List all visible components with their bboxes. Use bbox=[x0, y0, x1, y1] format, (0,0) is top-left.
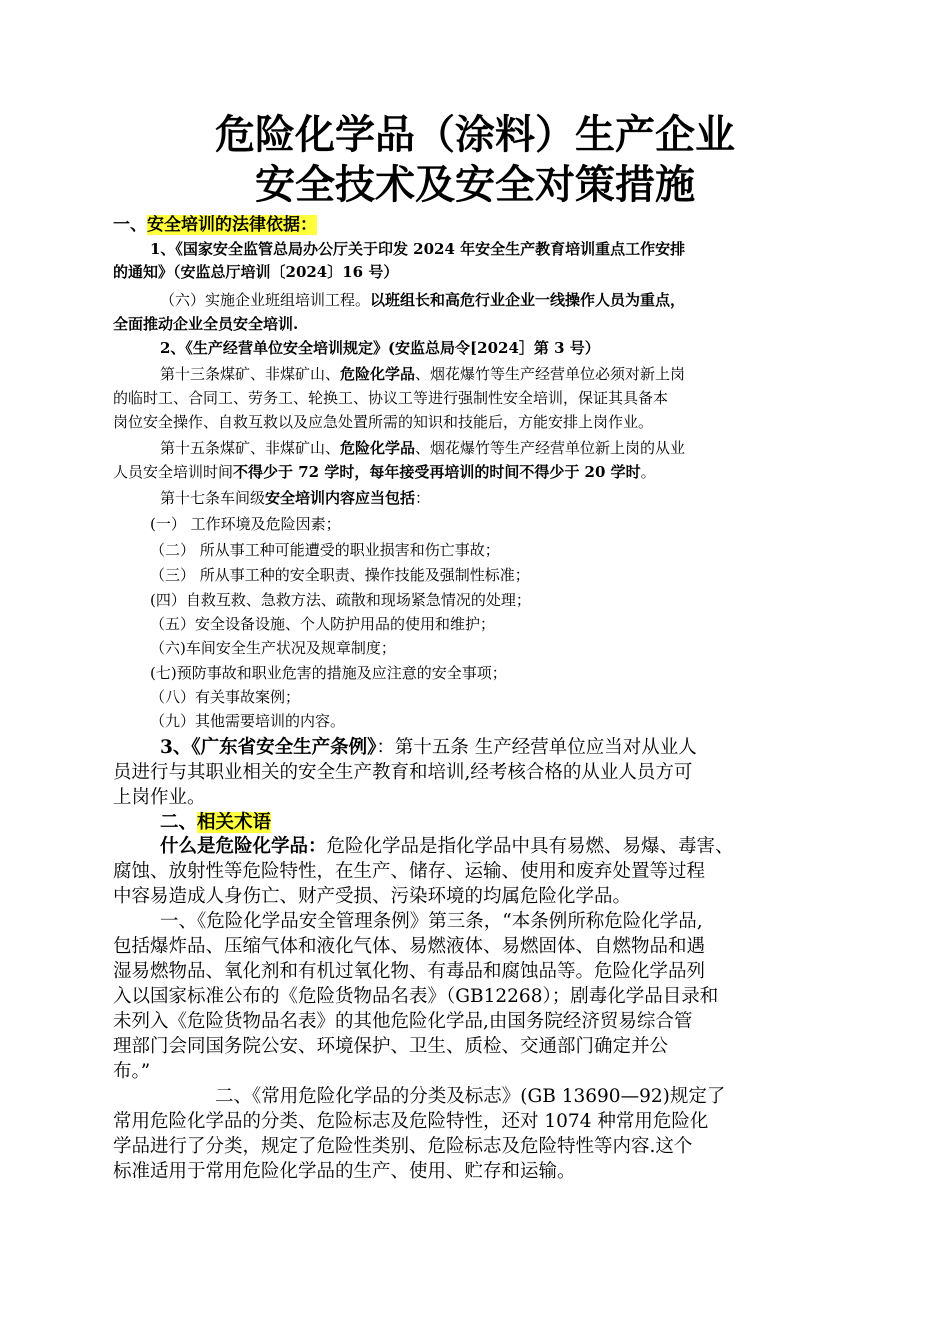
section-2-title: 相关术语 bbox=[197, 812, 272, 833]
section-1-number: 一、 bbox=[113, 215, 147, 235]
law-3-line-1 bbox=[160, 735, 697, 760]
law-3-line-2: 员进行与其职业相关的安全生产教育和培训,经考核合格的从业人员方可 bbox=[113, 762, 693, 783]
regulation-line: 理部门会同国务院公安、环境保护、卫生、质检、交通部门确定并公 bbox=[113, 1036, 669, 1057]
section-1-heading bbox=[113, 210, 317, 235]
article-17-emphasis: 安全培训内容应当包括 bbox=[265, 489, 416, 507]
training-item: （六)车间安全生产状况及规章制度； bbox=[150, 639, 396, 657]
article-17-text-a: 第十七条车间级 bbox=[160, 489, 266, 507]
standard-line: 学品进行了分类，规定了危险性类别、危险标志及危险特性等内容.这个 bbox=[113, 1136, 693, 1157]
regulation-line: 一、《危险化学品安全管理条例》第三条，“本条例所称危险化学品, bbox=[160, 911, 703, 932]
section-2-number: 二、 bbox=[160, 812, 198, 833]
article-17-line bbox=[160, 487, 430, 509]
law-2-title: 2、《生产经营单位安全培训规定》(安监总局令[2024］第 3 号） bbox=[160, 339, 600, 357]
article-15-line-1 bbox=[160, 437, 685, 459]
law-1-title-line-1: 1、《国家安全监管总局办公厅关于印发 2024 年安全生产教育培训重点工作安排 bbox=[150, 240, 686, 258]
law-3-title: 3、《广东省安全生产条例》 bbox=[160, 737, 377, 758]
definition-line-2: 腐蚀、放射性等危险特性，在生产、储存、运输、使用和废弃处置等过程 bbox=[113, 861, 706, 882]
training-item: （三） 所从事工种的安全职责、操作技能及强制性标准； bbox=[150, 566, 530, 584]
law-1-paragraph-emphasis: 以班组长和高危行业企业一线操作人员为重点， bbox=[370, 291, 686, 309]
section-1-title: 安全培训的法律依据： bbox=[147, 215, 317, 235]
section-2-heading bbox=[160, 810, 271, 835]
article-13-text-c: 、烟花爆竹等生产经营单位必须对新上岗 bbox=[415, 365, 686, 383]
law-1-paragraph-line-1 bbox=[160, 289, 685, 311]
article-13-line-2: 的临时工、合同工、劳务工、轮换工、协议工等进行强制性安全培训，保证其具备本 bbox=[113, 389, 669, 407]
definition-line-3: 中容易造成人身伤亡、财产受损、污染环境的均属危险化学品。 bbox=[113, 886, 632, 907]
regulation-line: 布。” bbox=[113, 1061, 151, 1082]
training-item: (七)预防事故和职业危害的措施及应注意的安全事项； bbox=[150, 664, 507, 682]
regulation-line: 湿易燃物品、氧化剂和有机过氧化物、有毒品和腐蚀品等。危险化学品列 bbox=[113, 961, 706, 982]
article-13-line-3: 岗位安全操作、自救互救以及应急处置所需的知识和技能后，方能安排上岗作业。 bbox=[113, 413, 654, 431]
standard-line: 常用危险化学品的分类、危险标志及危险特性，还对 1074 种常用危险化 bbox=[113, 1111, 709, 1132]
definition-term: 什么是危险化学品： bbox=[160, 836, 327, 857]
training-item: (一） 工作环境及危险因素； bbox=[150, 515, 341, 533]
law-3-line-1-text: ：第十五条 生产经营单位应当对从业人 bbox=[376, 737, 697, 758]
training-item: （五）安全设备设施、个人防护用品的使用和维护； bbox=[150, 615, 496, 633]
law-1-paragraph-text: （六）实施企业班组培训工程。 bbox=[160, 291, 371, 309]
article-13-emphasis: 危险化学品 bbox=[340, 365, 416, 383]
regulation-line: 入以国家标准公布的《危险货物品名表》（GB12268）；剧毒化学品目录和 bbox=[113, 986, 719, 1007]
article-15-line-2-end: 。 bbox=[640, 463, 656, 481]
law-3-line-3: 上岗作业。 bbox=[113, 787, 206, 808]
law-1-title-line-2: 的通知》（安监总厅培训〔2024〕16 号） bbox=[113, 263, 399, 281]
article-13-text-a: 第十三条煤矿、非煤矿山、 bbox=[160, 365, 341, 383]
document-title-line-1: 危险化学品（涂料）生产企业 bbox=[215, 112, 735, 158]
standard-line: 标准适用于常用危险化学品的生产、使用、贮存和运输。 bbox=[113, 1161, 576, 1182]
article-15-line-2-text: 人员安全培训时间 bbox=[113, 463, 234, 481]
training-item: （九）其他需要培训的内容。 bbox=[150, 712, 346, 730]
law-1-paragraph-line-2: 全面推动企业全员安全培训. bbox=[113, 315, 299, 333]
article-17-text-c: ： bbox=[415, 489, 431, 507]
definition-line-1 bbox=[160, 834, 734, 859]
article-15-line-2-emphasis: 不得少于 72 学时，每年接受再培训的时间不得少于 20 学时 bbox=[233, 463, 641, 481]
article-13-line-1 bbox=[160, 363, 685, 385]
training-item: （二） 所从事工种可能遭受的职业损害和伤亡事故； bbox=[150, 541, 500, 559]
article-15-line-2 bbox=[113, 461, 656, 483]
training-item: (四）自救互救、急救方法、疏散和现场紧急情况的处理； bbox=[150, 591, 531, 609]
regulation-line: 包括爆炸品、压缩气体和液化气体、易燃液体、易燃固体、自燃物品和遇 bbox=[113, 936, 706, 957]
article-15-text-c: 、烟花爆竹等生产经营单位新上岗的从业 bbox=[415, 439, 686, 457]
definition-line-1-text: 危险化学品是指化学品中具有易燃、易爆、毒害、 bbox=[326, 836, 734, 857]
document-title-line-2: 安全技术及安全对策措施 bbox=[255, 162, 695, 208]
regulation-line: 未列入《危险货物品名表》的其他危险化学品,由国务院经济贸易综合管 bbox=[113, 1011, 693, 1032]
article-15-text-a: 第十五条煤矿、非煤矿山、 bbox=[160, 439, 341, 457]
article-15-emphasis: 危险化学品 bbox=[340, 439, 416, 457]
standard-line: 二、《常用危险化学品的分类及标志》(GB 13690—92)规定了 bbox=[215, 1086, 726, 1107]
training-item: （八）有关事故案例； bbox=[150, 688, 301, 706]
